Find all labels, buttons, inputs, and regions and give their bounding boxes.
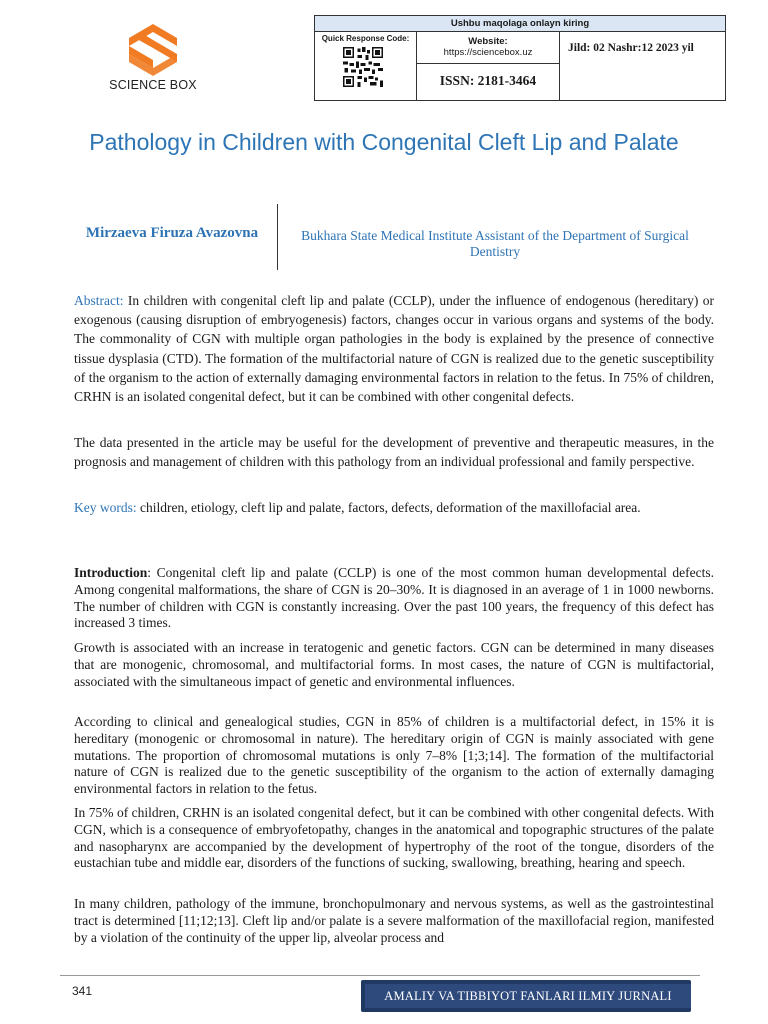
science-box-logo-icon [123, 22, 183, 76]
journal-meta-box [314, 15, 726, 101]
online-banner: Ushbu maqolaga onlayn kiring [315, 16, 725, 32]
abstract-label: Abstract: [74, 293, 124, 308]
introduction-paragraph [74, 565, 714, 632]
journal-name: AMALIY VA TIBBIYOT FANLARI ILMIY JURNALI [365, 984, 691, 1008]
science-box-logo [98, 22, 208, 98]
journal-name-band [361, 980, 691, 1012]
abstract-text: In children with congenital cleft lip and palate (CCLP), under the influence of endogenous (hereditary) or exogenous (causing disruption of embryogenesis) factors, changes occur in various organs and systems of the body. The commonality of CGN with multiple organ pathologies in the body is explained by the presence of connective tissue dysplasia (CTD). The formation of the multifactorial nature of CGN is realized due to the genetic susceptibility of the organism to the action of externally damaging environmental factors in relation to the fetus. In 75% of children, CRHN is an isolated congenital defect, but it can be combined with other congenital defects. [74, 293, 714, 405]
introduction-label: Introduction [74, 565, 148, 580]
volume-issue-year: Jild: 02 Nashr:12 2023 yil [568, 42, 694, 54]
website-label: Website: [468, 36, 508, 47]
qr-label: Quick Response Code: [321, 34, 410, 43]
systemic-pathology-paragraph: In many children, pathology of the immune, bronchopulmonary and nervous systems, as well as the gastrointestinal tract is determined [11;12;13]. Cleft lip and/or palate is a severe malformation of the maxillofacial region, manifested by a violation of the continuity of the upper lip, alveolar process and [74, 896, 714, 945]
abstract-paragraph [74, 291, 714, 406]
isolated-defect-paragraph: In 75% of children, CRHN is an isolated congenital defect, but it can be combined with other congenital defects. With CGN, which is a consequence of embryofetopathy, changes in the anatomical and topographic structures of the palate and nasopharynx are accompanied by the development of hypertrophy of the root of the tongue, disorders of the eustachian tube and middle ear, disorders of the functions of sucking, swallowing, breathing, hearing and speech. [74, 805, 714, 871]
article-title: Pathology in Children with Congenital Cleft Lip and Palate [89, 129, 679, 155]
issn: ISSN: 2181-3464 [417, 64, 560, 100]
footer-rule [60, 975, 700, 976]
keywords-text: children, etiology, cleft lip and palate, factors, defects, deformation of the maxillofacial area. [136, 500, 641, 515]
author-name: Mirzaeva Firuza Avazovna [85, 225, 259, 241]
clinical-paragraph: According to clinical and genealogical studies, CGN in 85% of children is a multifactorial defect, in 15% it is hereditary (monogenic or chromosomal in nature). The hereditary origin of CGN is mainly associated with gene mutations. The proportion of chromosomal mutations is only 7–8% [1;3;14]. The formation of the multifactorial nature of CGN is realized due to the genetic susceptibility of the organism to the action of externally damaging environmental factors in relation to the fetus. [74, 714, 714, 797]
introduction-text: : Congenital cleft lip and palate (CCLP) is one of the most common human developmental defects. Among congenital malformations, the share of CGN is 20–30%. It is diagnosed in an average of 1 in 1000 newborns. The number of children with CGN is constantly increasing. Over the past 100 years, the frequency of this defect has increased 3 times. [74, 565, 714, 631]
keywords-label: Key words: [74, 500, 137, 515]
qr-cell [315, 32, 417, 100]
growth-paragraph: Growth is associated with an increase in teratogenic and genetic factors. CGN can be determined in many diseases that are monogenic, chromosomal, and multifactorial forms. In most cases, the nature of CGN is multifactorial, associated with the simultaneous impact of genetic and environmental influences. [74, 640, 714, 689]
author-divider [277, 204, 278, 270]
author-affiliation: Bukhara State Medical Institute Assistant of the Department of Surgical Dentistry [301, 228, 689, 259]
logo-text: SCIENCE BOX [109, 78, 197, 92]
website-link[interactable]: https://sciencebox.uz [443, 47, 533, 58]
page-number: 341 [72, 984, 93, 998]
qr-code-icon[interactable] [343, 47, 383, 87]
keywords-paragraph [74, 498, 714, 517]
data-paragraph: The data presented in the article may be useful for the development of preventive and therapeutic measures, in the prognosis and management of children with this pathology from an individual professional and family perspective. [74, 435, 714, 470]
website-cell [417, 32, 560, 64]
